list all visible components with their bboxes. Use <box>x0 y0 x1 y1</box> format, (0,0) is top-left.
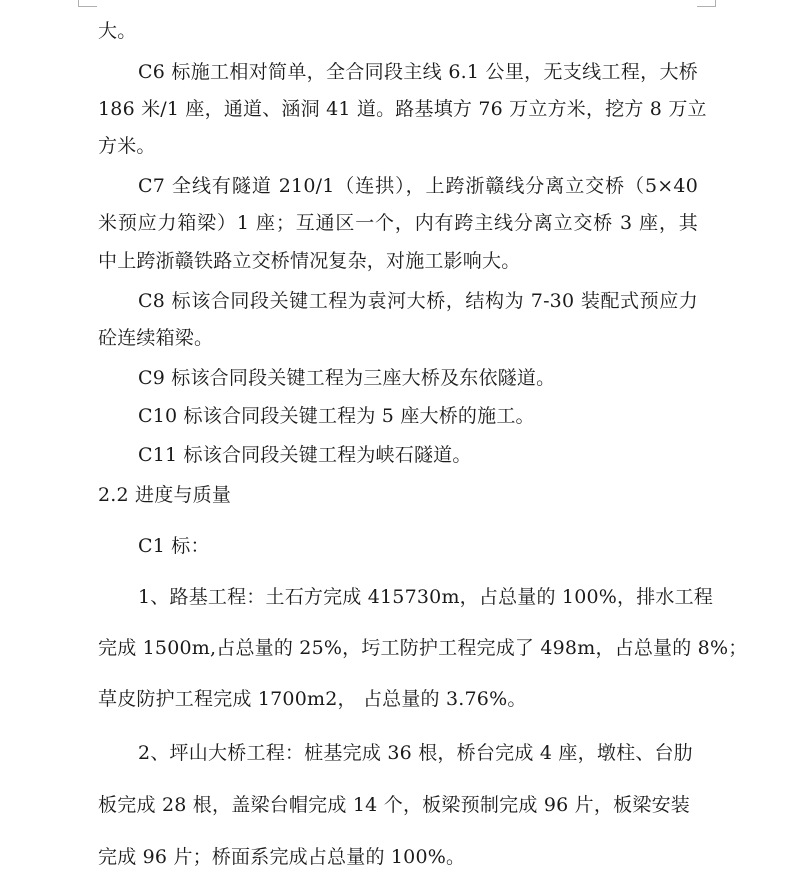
paragraph-c6-line: C6 标施工相对简单，全合同段主线 6.1 公里，无支线工程，大桥 <box>138 61 698 83</box>
paragraph-c11: C11 标该合同段关键工程为峡石隧道。 <box>138 444 472 466</box>
paragraph-c7-line: C7 全线有隧道 210/1（连拱），上跨浙赣线分离立交桥（5×40 <box>138 175 698 197</box>
paragraph-roadbed-line: 完成 1500m,占总量的 25%，圬工防护工程完成了 498m，占总量的 8%； <box>98 637 748 659</box>
paragraph-roadbed-line: 草皮防护工程完成 1700m2， 占总量的 3.76%。 <box>98 688 527 710</box>
paragraph-c7-line: 米预应力箱梁）1 座；互通区一个，内有跨主线分离立交桥 3 座，其 <box>98 212 698 234</box>
left-margin-marker <box>78 0 97 7</box>
paragraph-roadbed-line: 1、路基工程：土石方完成 415730m，占总量的 100%，排水工程 <box>138 586 714 608</box>
right-margin-marker <box>697 0 716 7</box>
paragraph-c8-line: C8 标该合同段关键工程为袁河大桥，结构为 7-30 装配式预应力 <box>138 290 698 312</box>
paragraph-bridge-line: 2、坪山大桥工程：桩基完成 36 根，桥台完成 4 座，墩柱、台肋 <box>138 742 693 764</box>
paragraph-c6-line: 方米。 <box>98 135 156 157</box>
paragraph-c8-line: 砼连续箱梁。 <box>98 327 214 349</box>
paragraph-c7-line: 中上跨浙赣铁路立交桥情况复杂，对施工影响大。 <box>98 250 521 272</box>
paragraph-bridge-line: 板完成 28 根，盖梁台帽完成 14 个，板梁预制完成 96 片，板梁安装 <box>98 794 690 816</box>
paragraph-c6-line: 186 米/1 座，通道、涵洞 41 道。路基填方 76 万立方米，挖方 8 万立 <box>98 98 707 120</box>
paragraph-c10: C10 标该合同段关键工程为 5 座大桥的施工。 <box>138 405 535 427</box>
subsection-label: C1 标： <box>138 535 210 557</box>
text-line: 大。 <box>98 20 137 42</box>
section-heading: 2.2 进度与质量 <box>98 484 232 506</box>
paragraph-bridge-line: 完成 96 片；桥面系完成占总量的 100%。 <box>98 846 466 868</box>
paragraph-c9: C9 标该合同段关键工程为三座大桥及东依隧道。 <box>138 367 556 389</box>
